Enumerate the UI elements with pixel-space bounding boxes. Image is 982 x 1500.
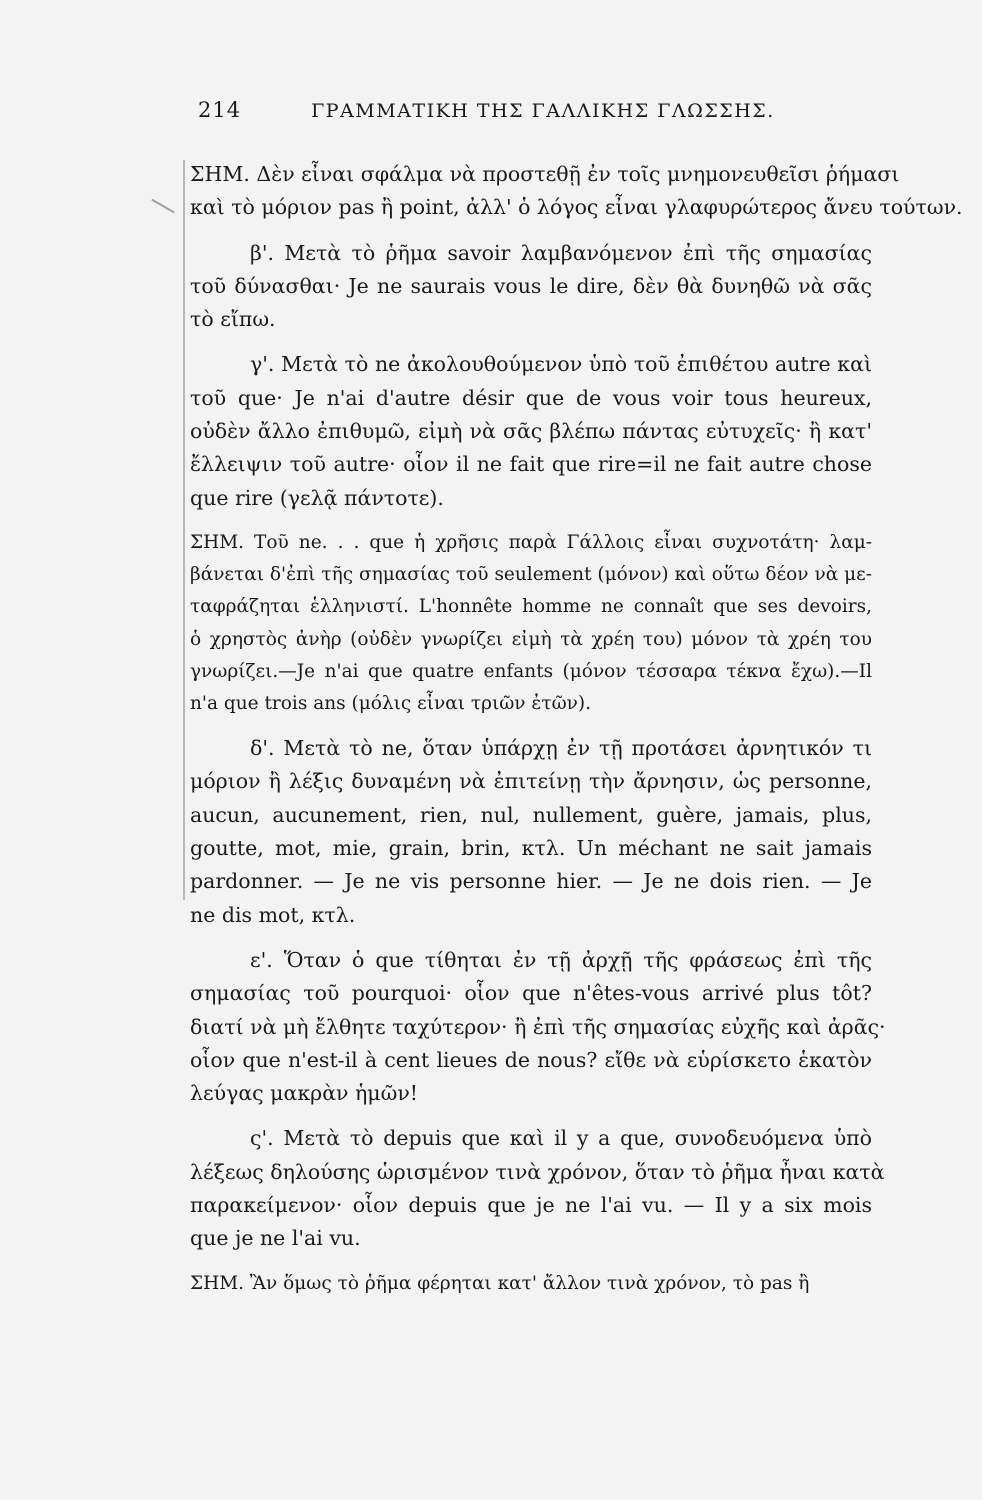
paragraph (190, 237, 872, 337)
text-line: λεύγας μακρὰν ἡμῶν! (190, 1081, 419, 1106)
text-line: que je ne l'ai vu. (190, 1226, 361, 1251)
text-line: pardonner. — Je ne vis personne hier. — Je ne dois rien. — Je (190, 869, 872, 894)
text-line: γ'. Μετὰ τὸ ne ἀκολουθούμενον ὑπὸ τοῦ ἐπιθέτου autre καὶ (250, 352, 872, 377)
text-line: ταφράζηται ἑλληνιστί. L'honnête homme ne connaît que ses devoirs, (190, 596, 872, 618)
margin-pencil-mark (151, 199, 175, 214)
page-header (198, 98, 838, 122)
text-line: διατί νὰ μὴ ἔλθητε ταχύτερον· ἢ ἐπὶ τῆς σημασίας εὐχῆς καὶ ἀρᾶς· (190, 1014, 886, 1039)
text-line: καὶ τὸ μόριον pas ἢ point, ἀλλ' ὁ λόγος εἶναι γλαφυρώτερος ἄνευ τούτων. (190, 195, 963, 220)
text-line: σημασίας τοῦ pourquoi· οἷον que n'êtes-vous arrivé plus tôt? (190, 981, 872, 1006)
text-line: ἔλλειψιν τοῦ autre· οἷον il ne fait que rire=il ne fait autre chose (190, 452, 872, 477)
text-line: ΣΗΜ. Δὲν εἶναι σφάλμα νὰ προστεθῇ ἐν τοῖς μνημονευθεῖσι ῥήμασι (190, 162, 900, 186)
text-line: μόριον ἢ λέξις δυναμένη νὰ ἐπιτείνῃ τὴν ἄρνησιν, ὡς personne, (190, 769, 872, 794)
text-line: τοῦ que· Je n'ai d'autre désir que de vous voir tous heureux, (190, 385, 872, 410)
text-line: οἷον que n'est-il à cent lieues de nous? εἴθε νὰ εὑρίσκετο ἑκατὸν (190, 1047, 872, 1072)
paragraph (190, 732, 872, 932)
text-line: λέξεως δηλούσης ὡρισμένον τινὰ χρόνον, ὅταν τὸ ῥῆμα ἦναι κατὰ (190, 1159, 885, 1184)
text-line: que rire (γελᾷ πάντοτε). (190, 485, 444, 510)
page-body (190, 158, 963, 1300)
text-line: βάνεται δ'ἐπὶ τῆς σημασίας τοῦ seulement (μόνον) καὶ οὕτω δέον νὰ με- (190, 564, 872, 586)
text-line: παρακείμενον· οἷον depuis que je ne l'ai vu. — Il y a six mois (190, 1193, 872, 1218)
text-line: β'. Μετὰ τὸ ῥῆμα savoir λαμβανόμενον ἐπὶ τῆς σημασίας (250, 240, 872, 265)
text-line: οὐδὲν ἄλλο ἐπιθυμῶ, εἰμὴ νὰ σᾶς βλέπω πάντας εὐτυχεῖς· ἢ κατ' (190, 419, 872, 444)
paragraph (190, 158, 963, 225)
text-line: aucun, aucunement, rien, nul, nullement, guère, jamais, plus, (190, 802, 872, 827)
text-line: ε'. Ὅταν ὁ que τίθηται ἐν τῇ ἀρχῇ τῆς φράσεως ἐπὶ τῆς (250, 947, 872, 972)
text-line: γνωρίζει.—Je n'ai que quatre enfants (μόνον τέσσαρα τέκνα ἔχω).—Il (190, 660, 872, 682)
text-line: ς'. Μετὰ τὸ depuis que καὶ il y a que, συνοδευόμενα ὑπὸ (250, 1126, 872, 1151)
paragraph (190, 944, 886, 1110)
text-line: τὸ εἴπω. (190, 307, 276, 332)
page-number: 214 (198, 98, 242, 122)
text-line: δ'. Μετὰ τὸ ne, ὅταν ὑπάρχῃ ἐν τῇ προτάσει ἀρνητικόν τι (250, 736, 872, 761)
text-line: n'a que trois ans (μόλις εἶναι τριῶν ἐτῶν). (190, 692, 592, 714)
text-line: goutte, mot, mie, grain, brin, κτλ. Un méchant ne sait jamais (190, 836, 872, 861)
paragraph (190, 1268, 872, 1300)
text-line: ΣΗΜ. Τοῦ ne. . . que ἡ χρῆσις παρὰ Γάλλοις εἶναι συχνοτάτη· λαμ- (190, 531, 872, 553)
text-line: τοῦ δύνασθαι· Je ne saurais vous le dire, δὲν θὰ δυνηθῶ νὰ σᾶς (190, 273, 872, 298)
text-line: ne dis mot, κτλ. (190, 902, 356, 927)
text-line: ὁ χρηστὸς ἀνὴρ (οὐδὲν γνωρίζει εἰμὴ τὰ χρέη του) μόνον τὰ χρέη του (190, 628, 872, 650)
paragraph (190, 1122, 885, 1255)
margin-pencil-line (183, 160, 185, 900)
text-line: ΣΗΜ. Ἂν ὅμως τὸ ῥῆμα φέρηται κατ' ἄλλον τινὰ χρόνον, τὸ pas ἢ (190, 1272, 810, 1294)
paragraph (190, 348, 872, 514)
running-head: ΓΡΑΜΜΑΤΙΚΗ ΤΗΣ ΓΑΛΛΙΚΗΣ ΓΛΩΣΣΗΣ. (311, 100, 775, 122)
paragraph (190, 527, 872, 720)
